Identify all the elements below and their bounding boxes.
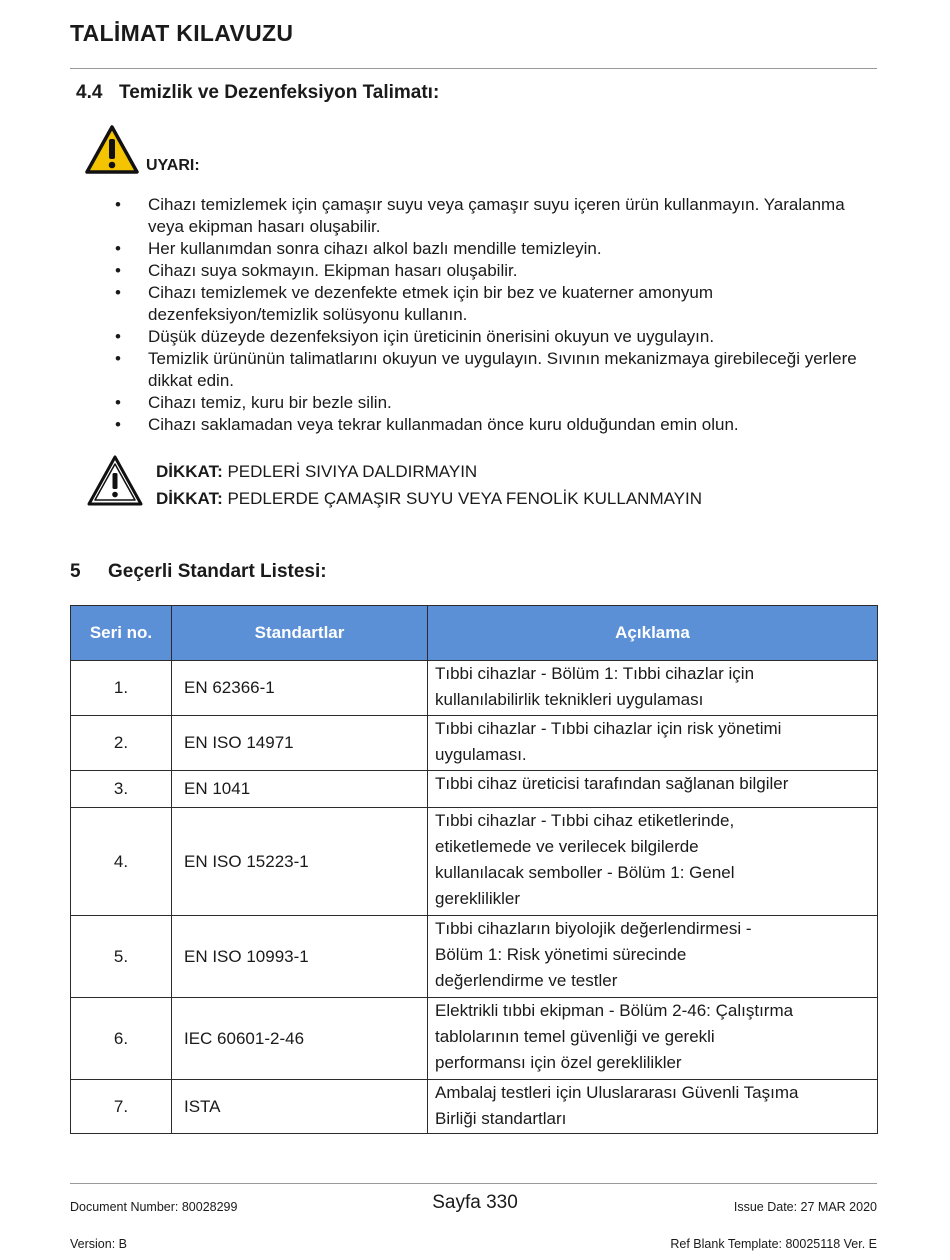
list-item: • Düşük düzeyde dezenfeksiyon için üreticinin önerisini okuyun ve uygulayın. xyxy=(113,326,873,348)
standard-cell: EN ISO 14971 xyxy=(172,716,428,771)
table-row xyxy=(71,661,878,716)
section-title: Geçerli Standart Listesi: xyxy=(108,561,327,582)
table-header-row xyxy=(71,606,878,661)
list-item: • Cihazı temiz, kuru bir bezle silin. xyxy=(113,392,873,414)
list-item: • Her kullanımdan sonra cihazı alkol bazlı mendille temizleyin. xyxy=(113,238,873,260)
description-line: Tıbbi cihazlar - Tıbbi cihaz etiketlerinde, xyxy=(435,811,735,830)
caution-label: DİKKAT: xyxy=(156,489,223,508)
template-reference: Ref Blank Template: 80025118 Ver. E xyxy=(670,1237,877,1251)
caution-line xyxy=(156,488,702,510)
serial-number-cell: 6. xyxy=(71,998,172,1080)
column-header: Açıklama xyxy=(428,606,878,661)
column-header: Standartlar xyxy=(172,606,428,661)
standard-cell: ISTA xyxy=(172,1080,428,1134)
description-line: Elektrikli tıbbi ekipman - Bölüm 2-46: Çalıştırma xyxy=(435,1001,794,1020)
table-row xyxy=(71,808,878,916)
section-number: 5 xyxy=(70,561,81,582)
warning-label: UYARI: xyxy=(146,157,200,174)
description-line: Tıbbi cihaz üreticisi tarafından sağlanan bilgiler xyxy=(435,774,789,793)
description-line: performansı için özel gereklilikler xyxy=(435,1053,682,1072)
serial-number-cell: 1. xyxy=(71,661,172,716)
document-title: TALİMAT KILAVUZU xyxy=(70,20,294,46)
table-row xyxy=(71,771,878,808)
serial-number-cell: 4. xyxy=(71,808,172,916)
description-line: Tıbbi cihazların biyolojik değerlendirmesi - xyxy=(435,919,752,938)
table-row xyxy=(71,998,878,1080)
section-5-heading xyxy=(70,561,327,583)
standard-cell: EN ISO 10993-1 xyxy=(172,916,428,998)
issue-date: Issue Date: 27 MAR 2020 xyxy=(733,1200,877,1214)
list-item: • Cihazı temizlemek ve dezenfekte etmek için bir bez ve kuaterner amonyum dezenfeksiyon/temizlik solüsyonu kullanın. xyxy=(113,282,873,326)
description-cell xyxy=(428,771,878,808)
description-line: Ambalaj testleri için Uluslararası Güvenli Taşıma xyxy=(435,1083,799,1102)
caution-label: DİKKAT: xyxy=(156,462,223,481)
footer-divider xyxy=(70,1183,877,1184)
description-line: Bölüm 1: Risk yönetimi sürecinde xyxy=(435,945,687,964)
serial-number-cell: 3. xyxy=(71,771,172,808)
warning-triangle-icon xyxy=(84,124,140,176)
standard-cell: IEC 60601-2-46 xyxy=(172,998,428,1080)
standard-cell: EN 62366-1 xyxy=(172,661,428,716)
header-divider xyxy=(70,68,877,69)
description-cell xyxy=(428,1080,878,1134)
description-line: kullanılacak semboller - Bölüm 1: Genel xyxy=(435,863,735,882)
description-line: Tıbbi cihazlar - Bölüm 1: Tıbbi cihazlar için xyxy=(435,664,755,683)
description-cell xyxy=(428,998,878,1080)
description-line: kullanılabilirlik teknikleri uygulaması xyxy=(435,690,704,709)
page-number: Sayfa 330 xyxy=(432,1192,518,1213)
description-line: tablolarının temel güvenliği ve gerekli xyxy=(435,1027,715,1046)
list-item: • Cihazı temizlemek için çamaşır suyu veya çamaşır suyu içeren ürün kullanmayın. Yaralanma veya ekipman hasarı oluşabilir. xyxy=(113,194,873,238)
caution-text: PEDLERİ SIVIYA DALDIRMAYIN xyxy=(227,462,478,481)
description-line: gereklilikler xyxy=(435,889,521,908)
version: Version: B xyxy=(70,1237,127,1251)
description-cell xyxy=(428,661,878,716)
caution-line xyxy=(156,461,477,483)
document-number: Document Number: 80028299 xyxy=(70,1200,238,1214)
description-cell xyxy=(428,716,878,771)
standard-cell: EN ISO 15223-1 xyxy=(172,808,428,916)
serial-number-cell: 2. xyxy=(71,716,172,771)
description-cell xyxy=(428,916,878,998)
list-item: • Cihazı saklamadan veya tekrar kullanmadan önce kuru olduğundan emin olun. xyxy=(113,414,873,436)
serial-number-cell: 5. xyxy=(71,916,172,998)
section-number: 4.4 xyxy=(76,82,103,103)
list-item: • Temizlik ürününün talimatlarını okuyun ve uygulayın. Sıvının mekanizmaya girebileceği yerlere dikkat edin. xyxy=(113,348,873,392)
table-row xyxy=(71,1080,878,1134)
cleaning-instructions-list xyxy=(113,194,873,436)
section-title: Temizlik ve Dezenfeksiyon Talimatı: xyxy=(119,82,440,103)
standards-table xyxy=(70,605,878,1134)
table-body xyxy=(71,661,878,1134)
description-line: değerlendirme ve testler xyxy=(435,971,618,990)
list-item: • Cihazı suya sokmayın. Ekipman hasarı oluşabilir. xyxy=(113,260,873,282)
serial-number-cell: 7. xyxy=(71,1080,172,1134)
caution-triangle-icon xyxy=(86,454,144,508)
description-line: Birliği standartları xyxy=(435,1109,567,1128)
table-row xyxy=(71,716,878,771)
description-line: uygulaması. xyxy=(435,745,527,764)
description-line: etiketlemede ve verilecek bilgilerde xyxy=(435,837,699,856)
section-4-4-heading xyxy=(76,82,439,104)
standard-cell: EN 1041 xyxy=(172,771,428,808)
table-row xyxy=(71,916,878,998)
description-line: Tıbbi cihazlar - Tıbbi cihazlar için risk yönetimi xyxy=(435,719,782,738)
column-header: Seri no. xyxy=(71,606,172,661)
description-cell xyxy=(428,808,878,916)
caution-text: PEDLERDE ÇAMAŞIR SUYU VEYA FENOLİK KULLANMAYIN xyxy=(227,489,703,508)
